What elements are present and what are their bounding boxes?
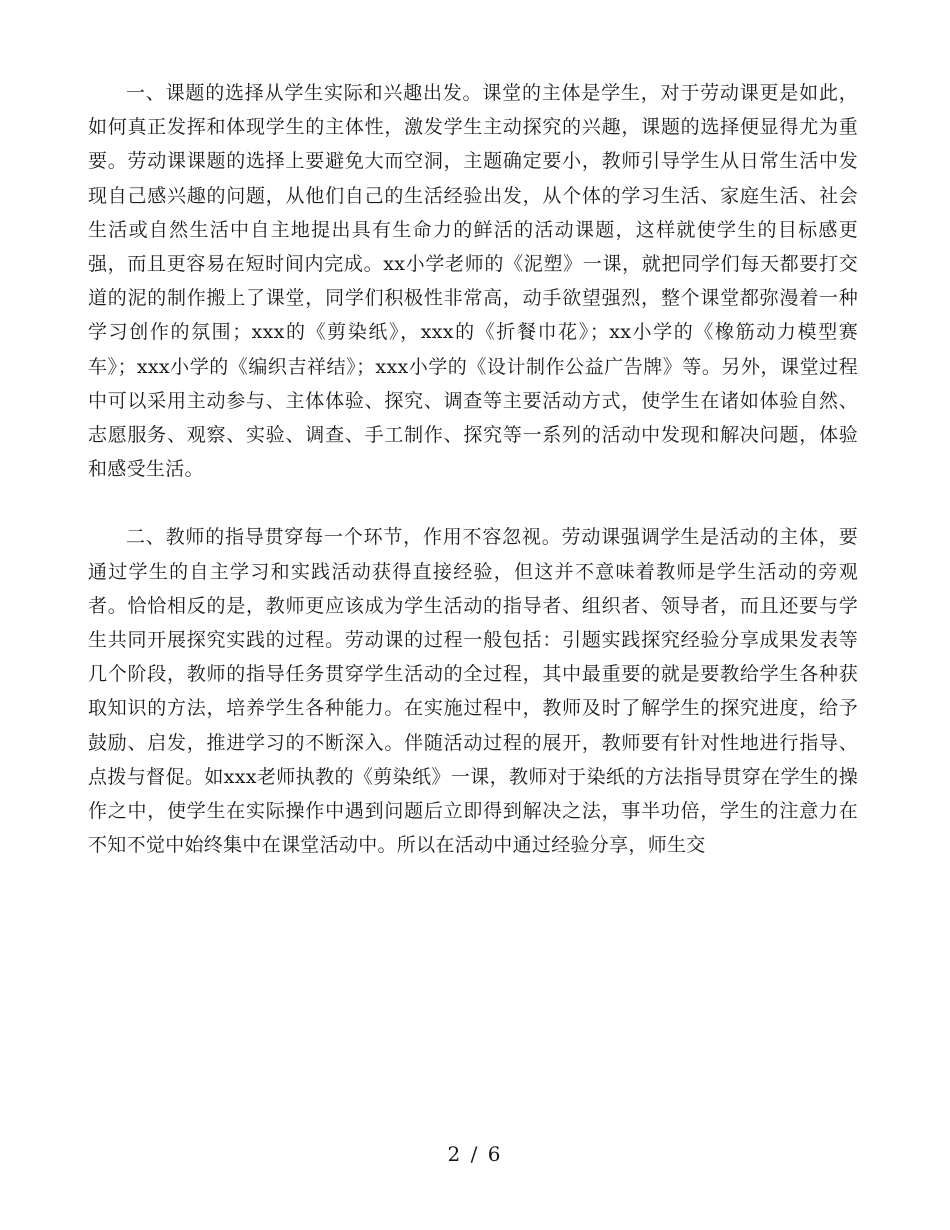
document-body bbox=[88, 76, 858, 862]
paragraph-1: 一、课题的选择从学生实际和兴趣出发。课堂的主体是学生，对于劳动课更是如此，如何真正发挥和体现学生的主体性，激发学生主动探究的兴趣，课题的选择便显得尤为重要。劳动课课题的选择上要避免大而空洞，主题确定要小，教师引导学生从日常生活中发现自己感兴趣的问题，从他们自己的生活经验出发，从个体的学习生活、家庭生活、社会生活或自然生活中自主地提出具有生命力的鲜活的活动课题，这样就使学生的目标感更强，而且更容易在短时间内完成。xx小学老师的《泥塑》一课，就把同学们每天都要打交道的泥的制作搬上了课堂，同学们积极性非常高，动手欲望强烈，整个课堂都弥漫着一种学习创作的氛围；xxx的《剪染纸》，xxx的《折餐巾花》；xx小学的《橡筋动力模型赛车》；xxx小学的《编织吉祥结》；xxx小学的《设计制作公益广告牌》等。另外，课堂过程中可以采用主动参与、主体体验、探究、调查等主要活动方式，使学生在诸如体验自然、志愿服务、观察、实验、调查、手工制作、探究等一系列的活动中发现和解决问题，体验和感受生活。 bbox=[88, 82, 858, 481]
page-number: 2 / 6 bbox=[447, 1142, 503, 1166]
paragraph-2: 二、教师的指导贯穿每一个环节，作用不容忽视。劳动课强调学生是活动的主体，要通过学生的自主学习和实践活动获得直接经验，但这并不意味着教师是学生活动的旁观者。恰恰相反的是，教师更应该成为学生活动的指导者、组织者、领导者，而且还要与学生共同开展探究实践的过程。劳动课的过程一般包括：引题实践探究经验分享成果发表等几个阶段，教师的指导任务贯穿学生活动的全过程，其中最重要的就是要教给学生各种获取知识的方法，培养学生各种能力。在实施过程中，教师及时了解学生的探究进度，给予鼓励、启发，推进学习的不断深入。伴随活动过程的展开，教师要有针对性地进行指导、点拨与督促。如xxx老师执教的《剪染纸》一课，教师对于染纸的方法指导贯穿在学生的操作之中，使学生在实际操作中遇到问题后立即得到解决之法，事半功倍，学生的注意力在不知不觉中始终集中在课堂活动中。所以在活动中通过经验分享，师生交 bbox=[88, 526, 858, 857]
paragraph-gap bbox=[88, 486, 858, 520]
